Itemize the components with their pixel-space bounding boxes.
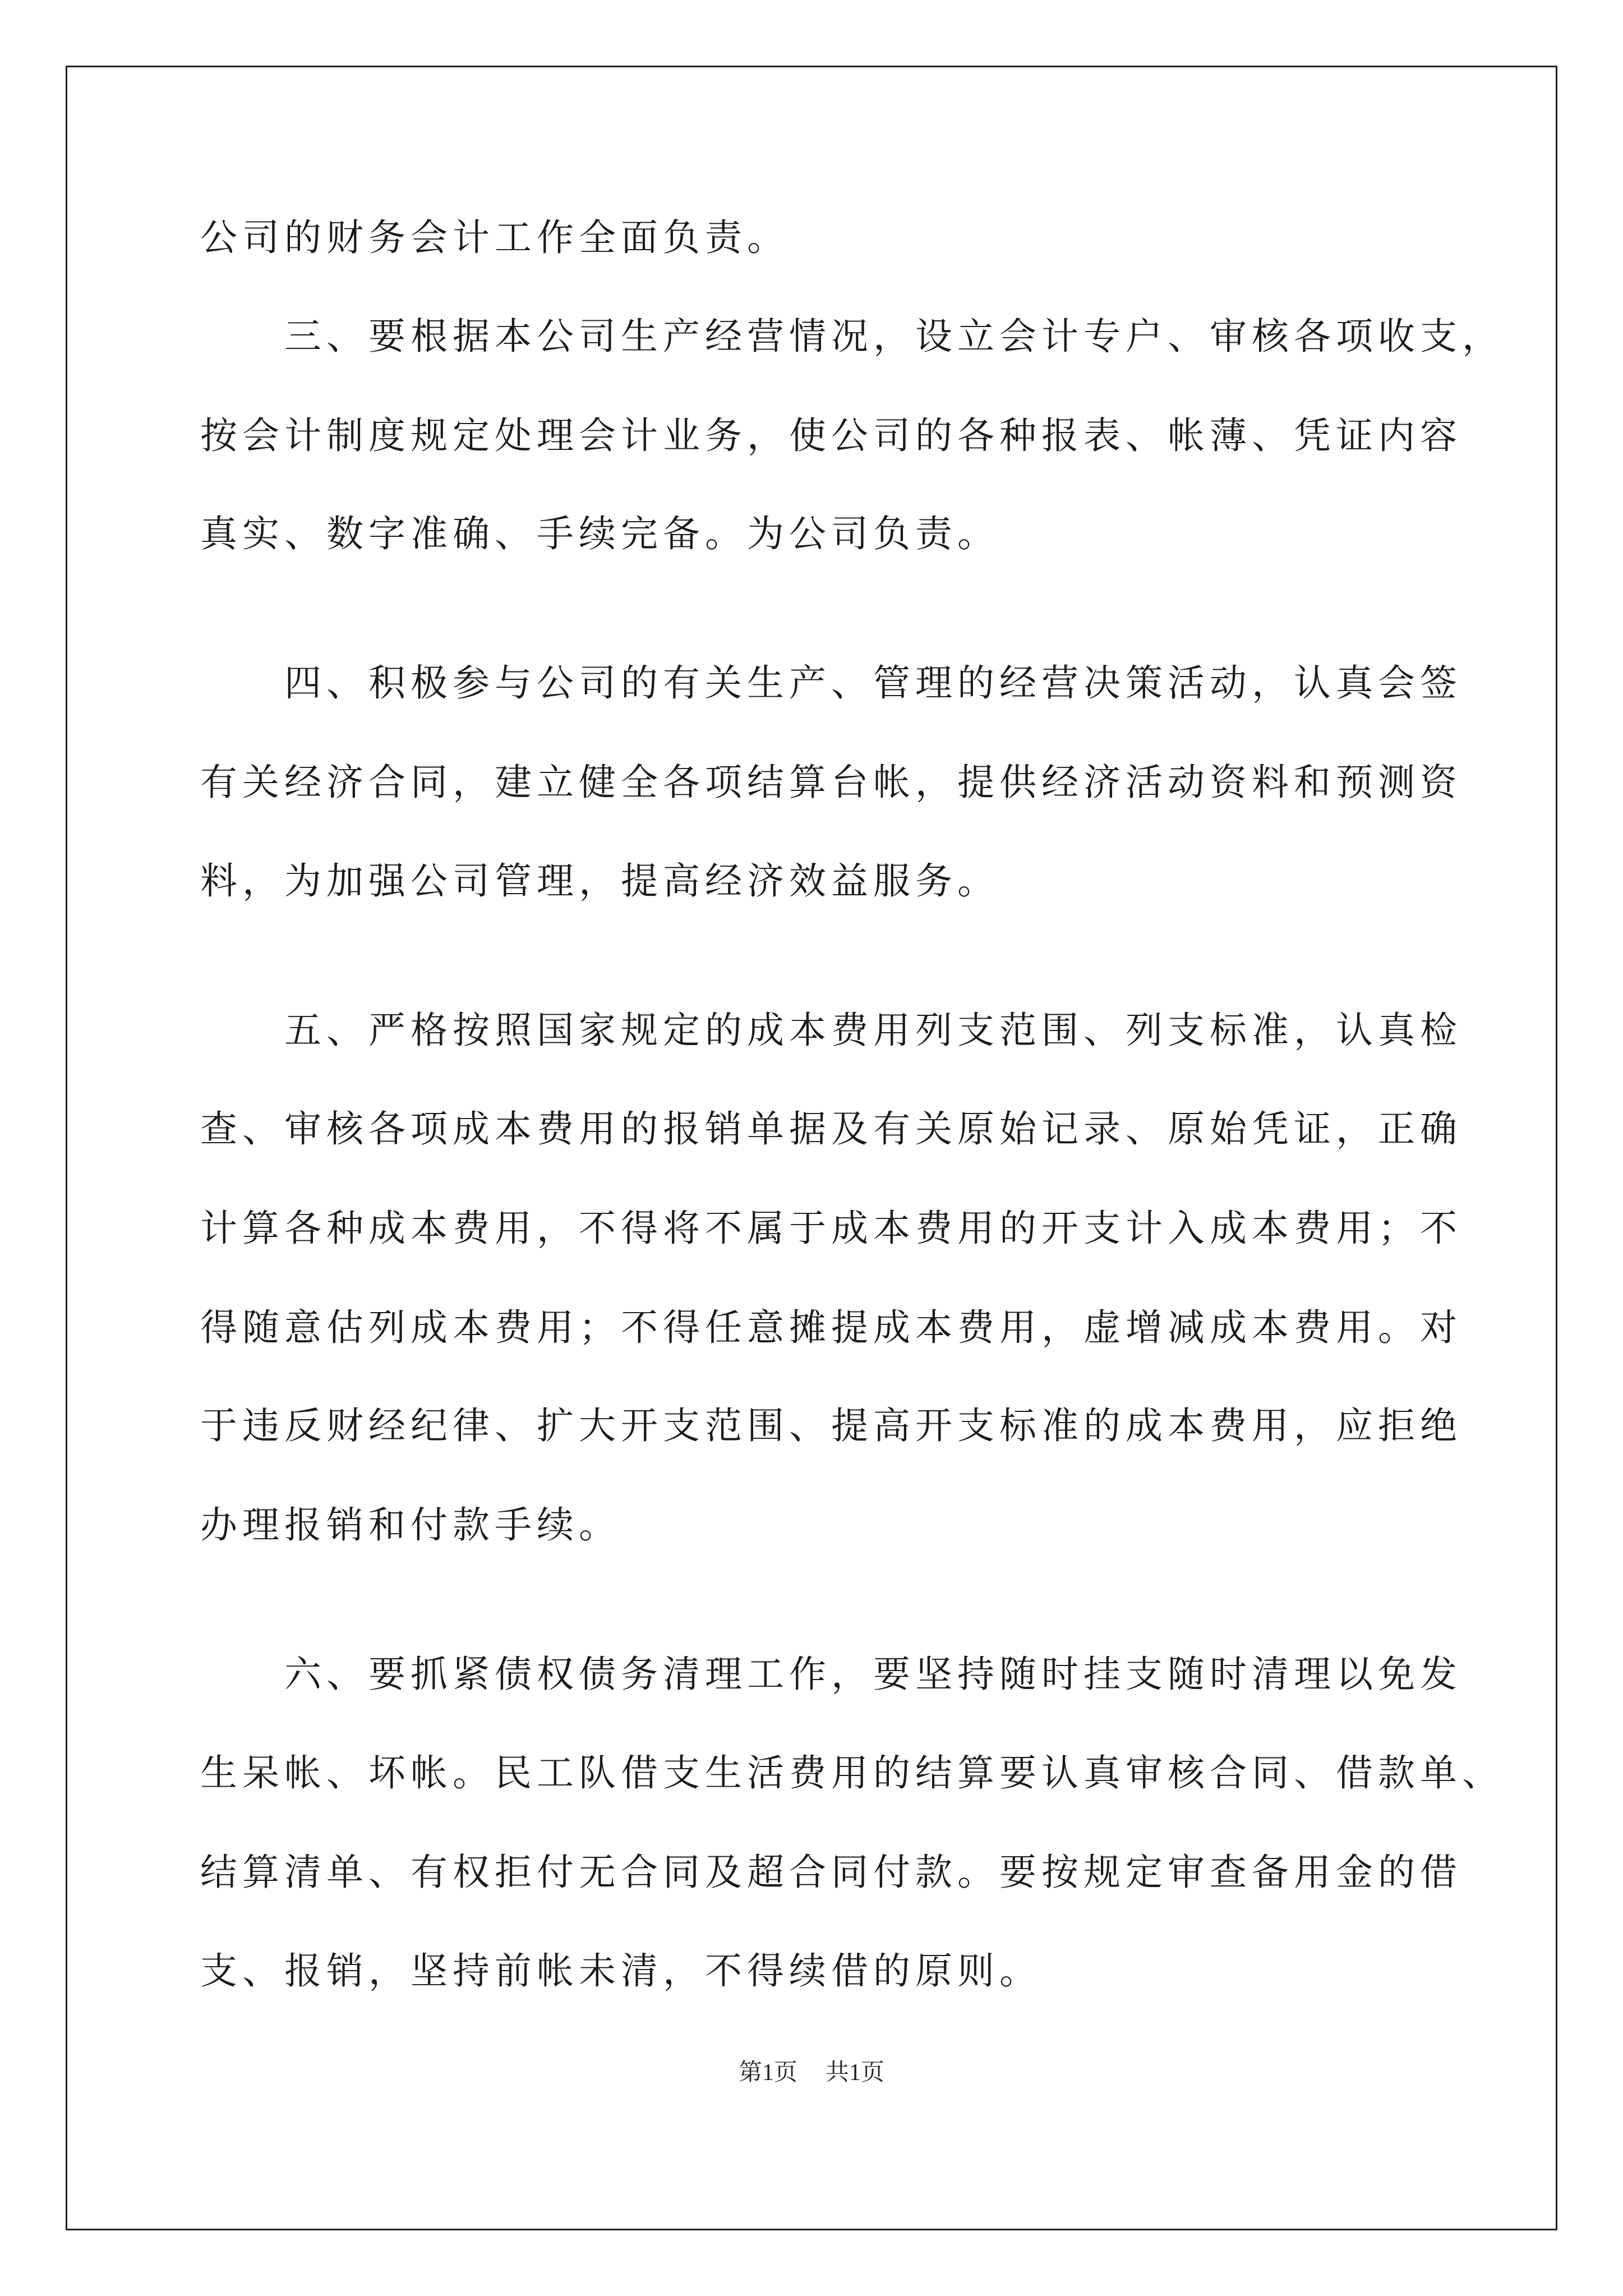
text-line: 按会计制度规定处理会计业务，使公司的各种报表、帐薄、凭证内容 (200, 414, 1462, 457)
paragraph-4-line-1: 四、积极参与公司的有关生产、管理的经营决策活动，认真会签 (284, 661, 1462, 705)
text-line: 查、审核各项成本费用的报销单据及有关原始记录、原始凭证，正确 (200, 1107, 1462, 1151)
text-line: 有关经济合同，建立健全各项结算台帐，提供经济活动资料和预测资 (200, 761, 1462, 804)
text-line: 真实、数字准确、手续完备。为公司负责。 (200, 512, 999, 555)
text-line: 支、报销，坚持前帐未清，不得续借的原则。 (200, 1949, 1041, 1993)
text-line: 办理报销和付款手续。 (200, 1503, 621, 1547)
text-line: 公司的财务会计工作全面负责。 (200, 216, 789, 259)
paragraph-3-line-1: 三、要根据本公司生产经营情况，设立会计专户、审核各项收支， (284, 315, 1504, 358)
page-number-current: 第1页 (738, 2060, 797, 2086)
text-line: 料，为加强公司管理，提高经济效益服务。 (200, 859, 999, 903)
paragraph-5-line-1: 五、严格按照国家规定的成本费用列支范围、列支标准，认真检 (284, 1009, 1462, 1052)
page-number-total: 共1页 (826, 2060, 885, 2086)
text-line: 生呆帐、坏帐。民工队借支生活费用的结算要认真审核合同、借款单、 (200, 1751, 1504, 1795)
text-line: 于违反财经纪律、扩大开支范围、提高开支标准的成本费用，应拒绝 (200, 1404, 1462, 1447)
text-line: 得随意估列成本费用；不得任意摊提成本费用，虚增减成本费用。对 (200, 1306, 1462, 1349)
paragraph-6-line-1: 六、要抓紧债权债务清理工作，要坚持随时挂支随时清理以免发 (284, 1653, 1462, 1696)
text-line: 结算清单、有权拒付无合同及超合同付款。要按规定审查备用金的借 (200, 1851, 1462, 1894)
page-footer (0, 2059, 1623, 2087)
text-line: 计算各种成本费用，不得将不属于成本费用的开支计入成本费用；不 (200, 1207, 1462, 1250)
